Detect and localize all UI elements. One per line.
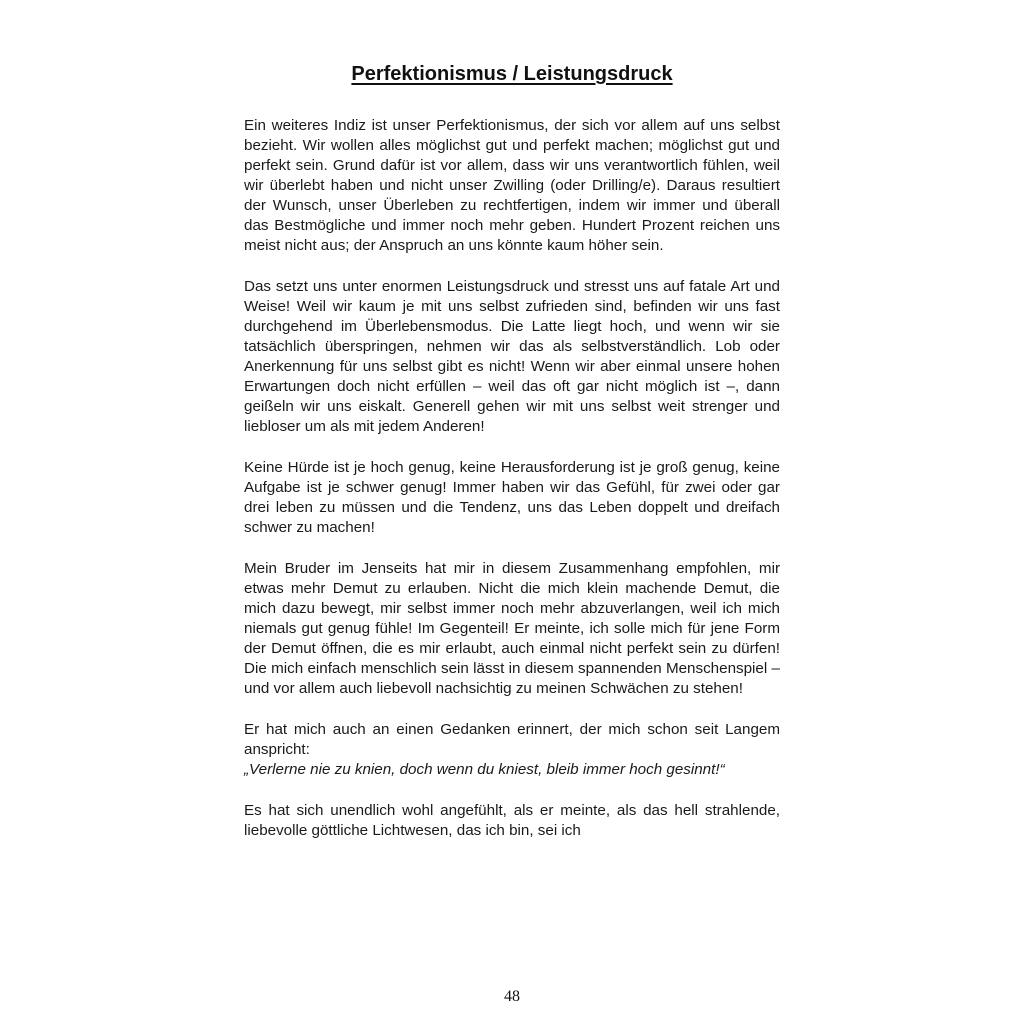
paragraph-2: Das setzt uns unter enormen Leistungsdruck und stresst uns auf fatale Art und Weise! Weil wir kaum je mit uns selbst zufrieden sind, befinden wir uns fast durchgehend im Überlebensmodus. Die Latte liegt hoch, und wenn wir sie tatsächlich überspringen, nehmen wir das als selbstverständlich. Lob oder Anerkennung für uns selbst gibt es nicht! Wenn wir aber einmal unsere hohen Erwartungen doch nicht erfüllen – weil das oft gar nicht möglich ist –, dann geißeln wir uns eiskalt. Generell gehen wir mit uns selbst weit strenger und liebloser um als mit jedem Anderen! bbox=[244, 278, 780, 435]
page-title: Perfektionismus / Leistungsdruck bbox=[351, 63, 673, 85]
page-number: 48 bbox=[504, 988, 520, 1005]
paragraph-4: Mein Bruder im Jenseits hat mir in diesem Zusammenhang empfohlen, mir etwas mehr Demut zu erlauben. Nicht die mich klein machende Demut, die mich dazu bewegt, mir selbst immer noch mehr abzuverlangen, weil ich mich niemals gut genug fühle! Im Gegenteil! Er meinte, ich solle mich für jene Form der Demut öffnen, die es mir erlaubt, auch einmal nicht perfekt sein zu dürfen! Die mich einfach menschlich sein lässt in diesem spannenden Menschenspiel – und vor allem auch liebevoll nachsichtig zu meinen Schwächen zu stehen! bbox=[244, 560, 780, 697]
quote: „Verlerne nie zu knien, doch wenn du kniest, bleib immer hoch gesinnt!“ bbox=[244, 761, 725, 778]
document-page bbox=[244, 62, 780, 862]
paragraph-3: Keine Hürde ist je hoch genug, keine Herausforderung ist je groß genug, keine Aufgabe ist je schwer genug! Immer haben wir das Gefühl, für zwei oder gar drei leben zu müssen und die Tendenz, uns das Leben doppelt und dreifach schwer zu machen! bbox=[244, 459, 780, 536]
quote-intro: Er hat mich auch an einen Gedanken erinnert, der mich schon seit Langem anspricht: bbox=[244, 721, 780, 758]
paragraph-5 bbox=[244, 720, 780, 780]
paragraph-6: Es hat sich unendlich wohl angefühlt, als er meinte, als das hell strahlende, liebevolle göttliche Lichtwesen, das ich bin, sei ich bbox=[244, 802, 780, 839]
paragraph-1: Ein weiteres Indiz ist unser Perfektionismus, der sich vor allem auf uns selbst bezieht. Wir wollen alles möglichst gut und perfekt machen; möglichst gut und perfekt sein. Grund dafür ist vor allem, dass wir uns verantwortlich fühlen, weil wir überlebt haben und nicht unser Zwilling (oder Drilling/e). Daraus resultiert der Wunsch, unser Überleben zu rechtfertigen, indem wir immer und überall das Bestmögliche und immer noch mehr geben. Hundert Prozent reichen uns meist nicht aus; der Anspruch an uns könnte kaum höher sein. bbox=[244, 117, 780, 254]
